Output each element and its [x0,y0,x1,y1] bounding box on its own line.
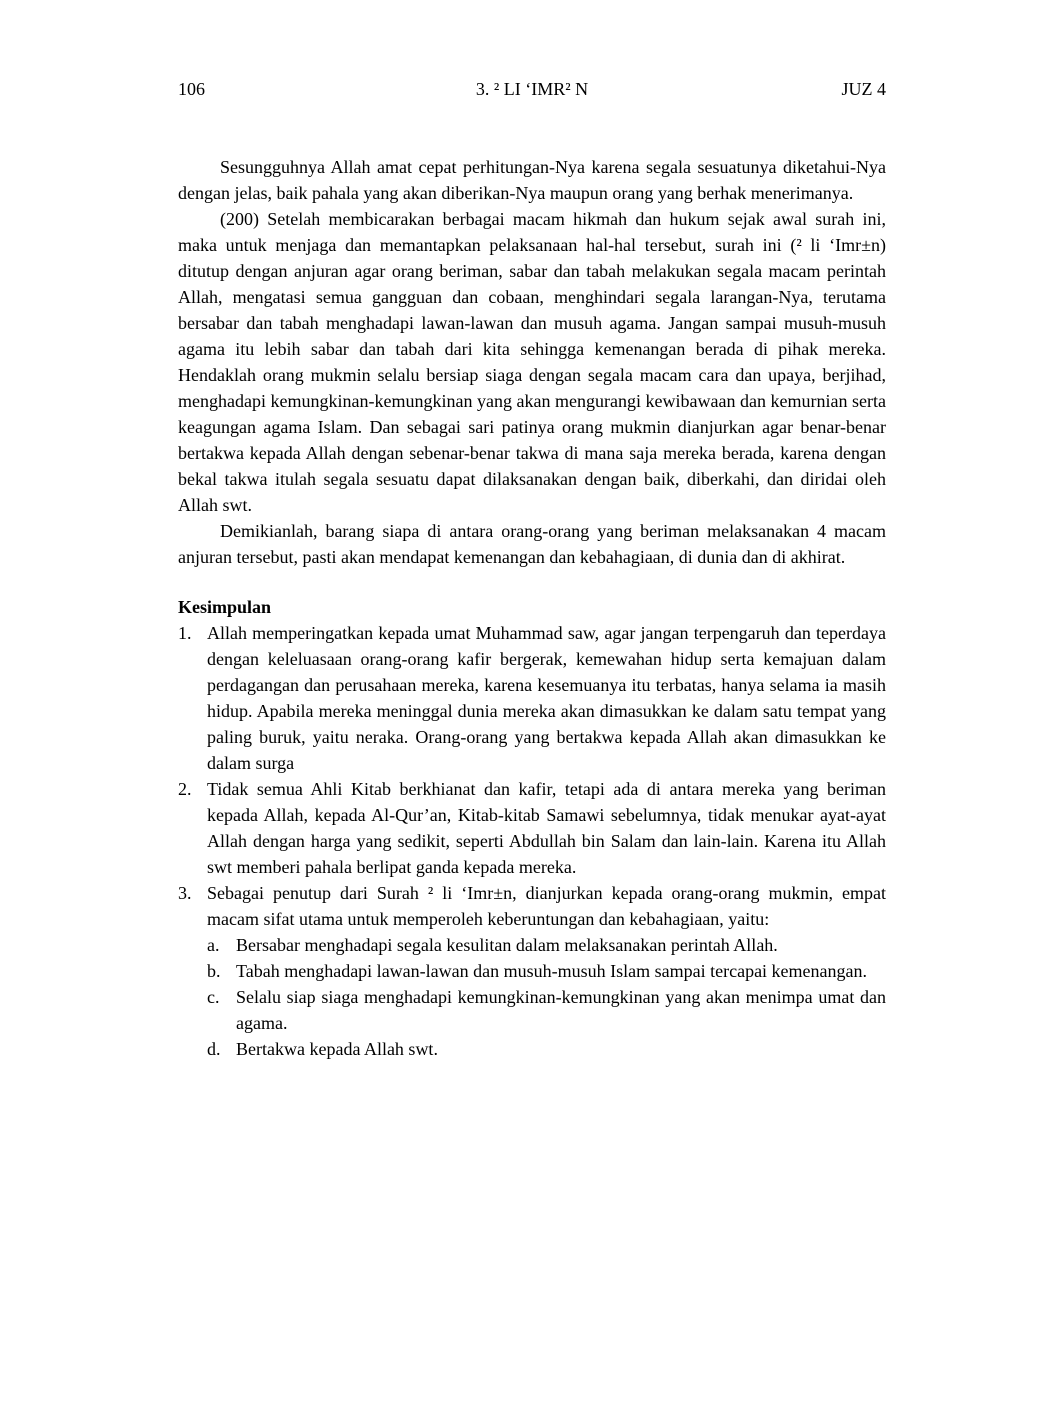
list-marker: 3. [178,883,192,903]
list-item-text: Tidak semua Ahli Kitab berkhianat dan kafir, tetapi ada di antara mereka yang beriman kepada Allah, kepada Al-Qur’an, Kitab-kitab Samawi sebelumnya, tidak menukar ayat-ayat Allah dengan harga yang sedikit, seperti Abdullah bin Salam dan lain-lain. Karena itu Allah swt memberi pahala berlipat ganda kepada mereka. [207,779,886,877]
body-text [178,154,886,1062]
sub-list-marker: c. [207,987,220,1007]
list-item-text: Sebagai penutup dari Surah ² li ‘Imr±n, dianjurkan kepada orang-orang mukmin, empat macam sifat utama untuk memperoleh keberuntungan dan kebahagiaan, yaitu: [207,883,886,929]
sub-list [207,932,886,1062]
list-marker: 2. [178,779,192,799]
page-header [178,76,886,102]
sub-list-item-text: Bertakwa kepada Allah swt. [236,1039,438,1059]
list-item [178,620,886,776]
sub-list-item [207,984,886,1036]
juz-label: JUZ 4 [841,79,886,99]
sub-list-item [207,932,886,958]
sub-list-marker: b. [207,961,221,981]
list-marker: 1. [178,623,192,643]
list-item [178,880,886,932]
paragraph: Demikianlah, barang siapa di antara orang-orang yang beriman melaksanakan 4 macam anjuran tersebut, pasti akan mendapat kemenangan dan kebahagiaan, di dunia dan di akhirat. [178,521,886,567]
chapter-title: 3. ² LI ‘IMR² N [475,79,589,99]
list-item [178,776,886,880]
sub-list-item-text: Tabah menghadapi lawan-lawan dan musuh-musuh Islam sampai tercapai kemenangan. [236,961,868,981]
list-item-text: Allah memperingatkan kepada umat Muhammad saw, agar jangan terpengaruh dan teperdaya dengan keleluasaan orang-orang kafir bergerak, kemewahan hidup serta kemajuan dalam perdagangan dan perusahaan mereka, karena kesemuanya itu terbatas, hanya selama ia masih hidup. Apabila mereka meninggal dunia mereka akan dimasukkan ke dalam satu tempat yang paling buruk, yaitu neraka. Orang-orang yang bertakwa kepada Allah akan dimasukkan ke dalam surga [207,623,886,773]
sub-list-item [207,958,886,984]
section-heading: Kesimpulan [178,597,272,617]
sub-list-item-text: Bersabar menghadapi segala kesulitan dalam melaksanakan perintah Allah. [236,935,778,955]
paragraph: Sesungguhnya Allah amat cepat perhitungan-Nya karena segala sesuatunya diketahui-Nya dengan jelas, baik pahala yang akan diberikan-Nya maupun orang yang berhak menerimanya. [178,157,886,203]
sub-list-marker: a. [207,935,220,955]
kesimpulan-list [178,620,886,1062]
sub-list-marker: d. [207,1039,221,1059]
sub-list-item [207,1036,886,1062]
sub-list-item-text: Selalu siap siaga menghadapi kemungkinan-kemungkinan yang akan menimpa umat dan agama. [236,987,886,1033]
page-number: 106 [178,79,205,99]
paragraph: (200) Setelah membicarakan berbagai macam hikmah dan hukum sejak awal surah ini, maka untuk menjaga dan memantapkan pelaksanaan hal-hal tersebut, surah ini (² li ‘Imr±n) ditutup dengan anjuran agar orang beriman, sabar dan tabah melakukan segala macam perintah Allah, mengatasi semua gangguan dan cobaan, menghindari segala larangan-Nya, terutama bersabar dan tabah menghadapi lawan-lawan dan musuh agama. Jangan sampai musuh-musuh agama itu lebih sabar dan tabah dari kita sehingga kemenangan berada di pihak mereka. Hendaklah orang mukmin selalu bersiap siaga dengan segala macam cara dan upaya, berjihad, menghadapi kemungkinan-kemungkinan yang akan mengurangi kewibawaan dan kemurnian serta keagungan agama Islam. Dan sebagai sari patinya orang mukmin dianjurkan agar benar-benar bertakwa kepada Allah dengan sebenar-benar takwa di mana saja mereka berada, karena dengan bekal takwa itulah segala sesuatu dapat dilaksanakan dengan baik, diberkahi, dan diridai oleh Allah swt. [178,209,886,515]
